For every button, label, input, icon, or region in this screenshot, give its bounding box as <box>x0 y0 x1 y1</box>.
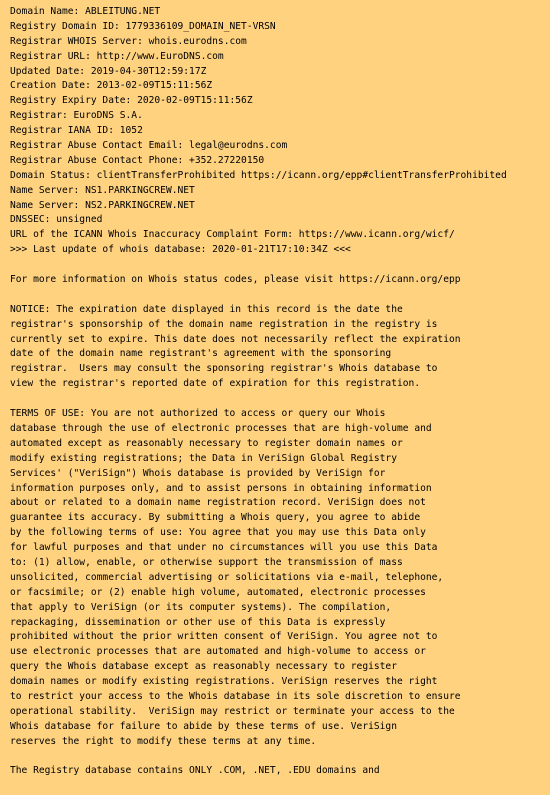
whois-line: repackaging, dissemination or other use of this Data is expressly <box>10 616 386 628</box>
whois-line: registrar's sponsorship of the domain name registration in the registry is <box>10 318 438 330</box>
whois-line: NOTICE: The expiration date displayed in this record is the date the <box>10 303 403 315</box>
whois-line: The Registry database contains ONLY .COM, .NET, .EDU domains and <box>10 765 380 777</box>
whois-line: modify existing registrations; the Data in VeriSign Global Registry <box>10 452 397 464</box>
whois-line: Domain Name: ABLEITUNG.NET <box>10 6 161 17</box>
whois-line: that apply to VeriSign (or its computer systems). The compilation, <box>10 601 392 613</box>
whois-line: by the following terms of use: You agree that you may use this Data only <box>10 527 426 539</box>
whois-line: to restrict your access to the Whois database in its sole discretion to ensure <box>10 690 461 702</box>
blank-line <box>10 750 546 765</box>
whois-line: Updated Date: 2019-04-30T12:59:17Z <box>10 65 207 77</box>
whois-record-text <box>10 5 546 779</box>
whois-line: reserves the right to modify these terms at any time. <box>10 735 317 747</box>
blank-line <box>10 288 546 303</box>
whois-line: view the registrar's reported date of expiration for this registration. <box>10 378 421 390</box>
whois-line: Domain Status: clientTransferProhibited https://icann.org/epp#clientTransferProhibited <box>10 169 507 181</box>
whois-line: Registrar Abuse Contact Phone: +352.27220150 <box>10 154 265 166</box>
whois-line: database through the use of electronic processes that are high-volume and <box>10 422 432 434</box>
whois-line: URL of the ICANN Whois Inaccuracy Complaint Form: https://www.icann.org/wicf/ <box>10 229 455 241</box>
blank-line <box>10 258 546 273</box>
whois-line: Registrar WHOIS Server: whois.eurodns.com <box>10 35 247 47</box>
whois-line: domain names or modify existing registrations. VeriSign reserves the right <box>10 676 438 688</box>
whois-line: Creation Date: 2013-02-09T15:11:56Z <box>10 80 213 92</box>
whois-line: use electronic processes that are automated and high-volume to access or <box>10 646 426 658</box>
whois-line: Registrar Abuse Contact Email: legal@eurodns.com <box>10 140 288 152</box>
whois-line: Registry Domain ID: 1779336109_DOMAIN_NET-VRSN <box>10 20 276 32</box>
whois-line: registrar. Users may consult the sponsoring registrar's Whois database to <box>10 363 438 375</box>
whois-line: automated except as reasonably necessary to register domain names or <box>10 437 403 449</box>
whois-line: guarantee its accuracy. By submitting a Whois query, you agree to abide <box>10 512 421 524</box>
whois-line: query the Whois database except as reasonably necessary to register <box>10 661 397 673</box>
whois-line: DNSSEC: unsigned <box>10 214 103 226</box>
whois-line: date of the domain name registrant's agreement with the sponsoring <box>10 348 392 360</box>
whois-line: TERMS OF USE: You are not authorized to access or query our Whois <box>10 408 386 420</box>
whois-line: Whois database for failure to abide by these terms of use. VeriSign <box>10 720 397 732</box>
whois-line: operational stability. VeriSign may restrict or terminate your access to the <box>10 705 455 717</box>
whois-line: prohibited without the prior written consent of VeriSign. You agree not to <box>10 631 438 643</box>
whois-line: about or related to a domain name registration record. VeriSign does not <box>10 497 426 509</box>
whois-line: Registrar: EuroDNS S.A. <box>10 110 143 122</box>
whois-line: Registrar IANA ID: 1052 <box>10 125 143 137</box>
blank-line <box>10 392 546 407</box>
whois-line: for lawful purposes and that under no circumstances will you use this Data <box>10 542 438 554</box>
whois-line: Name Server: NS2.PARKINGCREW.NET <box>10 199 195 211</box>
whois-line: unsolicited, commercial advertising or solicitations via e-mail, telephone, <box>10 571 444 583</box>
whois-line: >>> Last update of whois database: 2020-01-21T17:10:34Z <<< <box>10 244 351 256</box>
whois-line: Registry Expiry Date: 2020-02-09T15:11:56Z <box>10 95 253 107</box>
whois-line: Registrar URL: http://www.EuroDNS.com <box>10 50 224 62</box>
whois-line: information purposes only, and to assist persons in obtaining information <box>10 482 432 494</box>
whois-line: For more information on Whois status codes, please visit https://icann.org/epp <box>10 274 461 286</box>
whois-line: currently set to expire. This date does not necessarily reflect the expiration <box>10 333 461 345</box>
whois-line: Name Server: NS1.PARKINGCREW.NET <box>10 184 195 196</box>
whois-line: to: (1) allow, enable, or otherwise support the transmission of mass <box>10 556 403 568</box>
whois-line: Services' ("VeriSign") Whois database is provided by VeriSign for <box>10 467 386 479</box>
whois-line: or facsimile; or (2) enable high volume, automated, electronic processes <box>10 586 426 598</box>
